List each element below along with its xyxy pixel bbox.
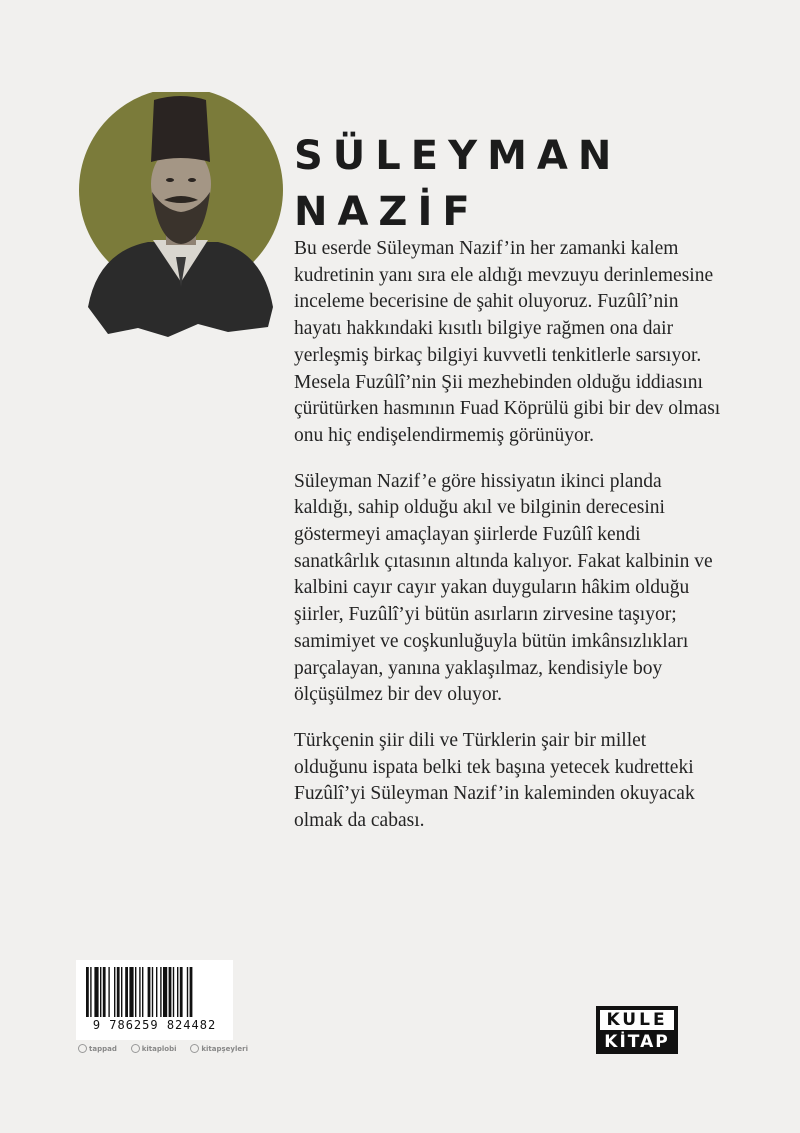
barcode-bar (139, 967, 140, 1017)
barcode-bar (180, 967, 183, 1017)
publisher-line-1: KULE (600, 1010, 674, 1030)
author-portrait (78, 92, 288, 342)
barcode-bar (152, 967, 153, 1017)
retailer-logos (78, 1044, 248, 1053)
isbn-number: 9 786259 824482 (92, 1018, 217, 1032)
barcode-bar (156, 967, 157, 1017)
barcode-bar (86, 967, 89, 1017)
retailer-icon (190, 1044, 199, 1053)
barcode-bar (169, 967, 172, 1017)
barcode-bar (135, 967, 136, 1017)
barcode-bars (86, 967, 223, 1017)
barcode-bar (129, 967, 133, 1017)
barcode-bar (100, 967, 101, 1017)
barcode-bar (177, 967, 178, 1017)
blurb-paragraph: Bu eserde Süleyman Nazif’in her zamanki kalem kudretinin yanı sıra ele aldığı mevzuyu derinlemesine inceleme becerisine de şahit oluyoruz. Fuzûlî’nin hayatı hakkındaki kısıtlı bilgiye rağmen ona dair yerleşmiş birkaç bilgiyi kuvvetli tenkitlerle sarsıyor. Mesela Fuzûlî’nin Şii mezhebinden olduğu iddiasını çürütürken hasmının Fuad Köprülü gibi bir dev olması onu hiç endişelendirmemiş görünüyor. (294, 238, 721, 446)
publisher-logo (596, 1006, 678, 1054)
retailer-logo: tappad (78, 1044, 117, 1053)
barcode-bar (90, 967, 91, 1017)
barcode-bar (142, 967, 143, 1017)
barcode (76, 960, 233, 1040)
retailer-logo: kitaplobi (131, 1044, 177, 1053)
retailer-icon (78, 1044, 87, 1053)
barcode-bar (94, 967, 98, 1017)
barcode-bar (108, 967, 109, 1017)
blurb-paragraph: Türkçenin şiir dili ve Türklerin şair bir millet olduğunu ispata belki tek başına yetecek kudretteki Fuzûlî’yi Süleyman Nazif’in kaleminden okuyacak olmak da cabası. (294, 729, 695, 832)
barcode-bar (163, 967, 167, 1017)
retailer-logo: kitapşeyleri (190, 1044, 248, 1053)
barcode-bar (114, 967, 115, 1017)
title-line-2: NAZİF (294, 189, 480, 235)
blurb-text (294, 236, 724, 854)
author-name-title (294, 128, 621, 240)
barcode-bar (173, 967, 174, 1017)
barcode-bar (148, 967, 151, 1017)
retailer-icon (131, 1044, 140, 1053)
barcode-bar (117, 967, 120, 1017)
barcode-bar (103, 967, 106, 1017)
blurb-paragraph: Süleyman Nazif’e göre hissiyatın ikinci planda kaldığı, sahip olduğu akıl ve bilginin derecesini göstermeyi amaçlayan şiirlerde Fuzûlî kendi sanatkârlık çıtasının altında kalıyor. Fakat kalbinin ve kalbini cayır cayır yakan duyguların hâkim olduğu şiirler, Fuzûlî’yi bütün asırların zirvesine taşıyor; samimiyet ve coşkunluğuyla bütün imkânsızlıkları parçalayan, yanına yaklaşılmaz, kendisiyle boy ölçüşülmez bir dev oluyor. (294, 470, 713, 706)
publisher-line-2: KİTAP (604, 1032, 670, 1052)
title-line-1: SÜLEYMAN (294, 133, 622, 179)
barcode-bar (121, 967, 122, 1017)
barcode-bar (190, 967, 193, 1017)
barcode-bar (187, 967, 188, 1017)
barcode-bar (160, 967, 161, 1017)
barcode-bar (125, 967, 128, 1017)
